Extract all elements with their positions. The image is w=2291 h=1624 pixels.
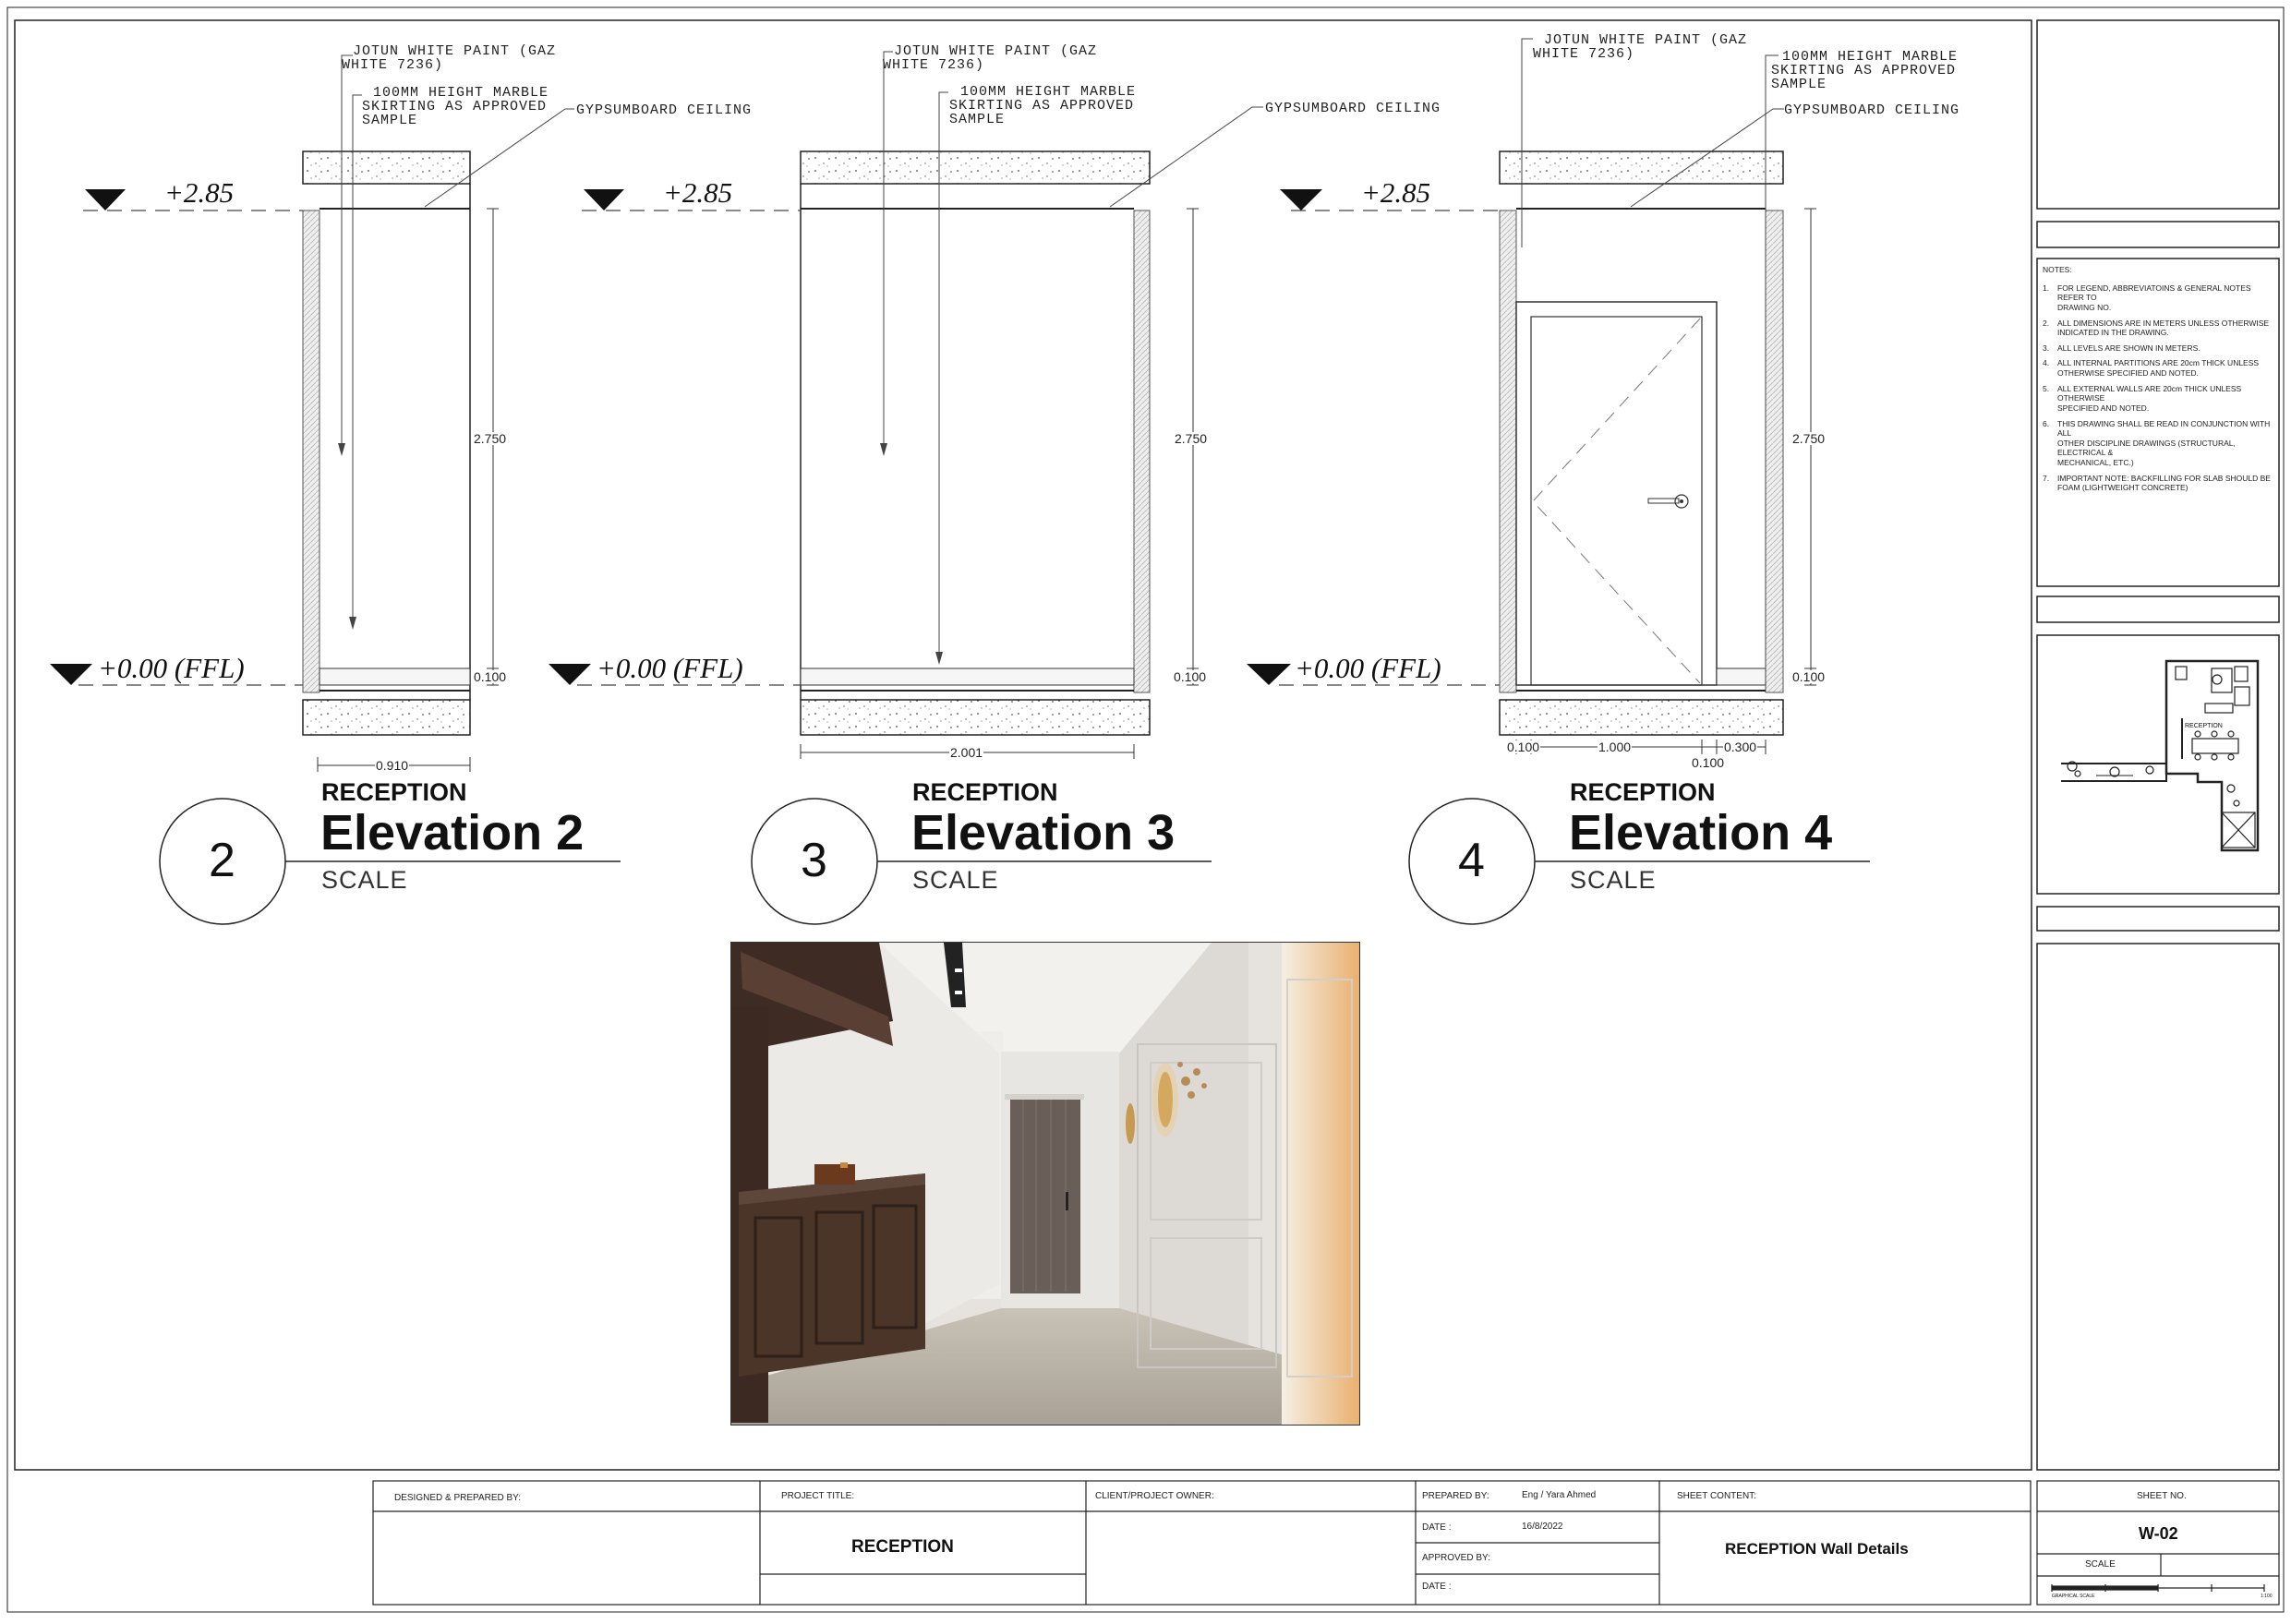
scale-ratio: 1:100 — [2261, 1594, 2273, 1599]
note-line: INDICATED IN THE DRAWING. — [2057, 328, 2169, 338]
elevation-title-3: Elevation 3 — [911, 805, 1176, 860]
paint-note — [1533, 33, 1747, 61]
floor-slab — [1500, 700, 1783, 735]
project-title-label: PROJECT TITLE: — [781, 1491, 855, 1501]
dim-width: 0.910 — [376, 758, 409, 773]
elevation-label-4: RECEPTION — [1570, 778, 1716, 806]
door-handle — [1648, 495, 1688, 508]
level-top: +2.85 — [1361, 176, 1431, 209]
note-number: 5. — [2043, 383, 2050, 393]
note-item — [2043, 384, 2273, 414]
skirting-note-line-1: 100MM HEIGHT MARBLE — [960, 84, 1137, 100]
sheet-content: RECEPTION Wall Details — [1725, 1540, 1909, 1558]
approved-by-label: APPROVED BY: — [1422, 1553, 1490, 1563]
date2-label: DATE : — [1422, 1582, 1452, 1592]
note-line: SPECIFIED AND NOTED. — [2057, 403, 2150, 413]
elevation-number-4: 4 — [1458, 834, 1485, 887]
graphical-scale-label: GRAPHICAL SCALE — [2052, 1594, 2095, 1599]
paint-note-line-1: JOTUN WHITE PAINT (GAZ — [894, 43, 1098, 59]
note-line: IMPORTANT NOTE: BACKFILLING FOR SLAB SHOULD BE — [2057, 473, 2271, 483]
door-frame — [1516, 302, 1717, 685]
reception-render — [730, 942, 1360, 1426]
date-label: DATE : — [1422, 1522, 1452, 1533]
note-text — [2057, 358, 2259, 378]
sheet-content-label: SHEET CONTENT: — [1677, 1491, 1756, 1501]
skirting-note-line-1: 100MM HEIGHT MARBLE — [373, 85, 549, 101]
skirting-note-line-2: SKIRTING AS APPROVED — [949, 98, 1135, 114]
level-top: +2.85 — [663, 176, 733, 209]
general-notes — [2043, 265, 2273, 499]
skirting-note-line-3: SAMPLE — [362, 113, 418, 128]
note-number: 6. — [2043, 418, 2050, 428]
render-scene — [731, 943, 1359, 1425]
key-plan — [2061, 661, 2258, 850]
note-text — [2057, 343, 2201, 354]
note-number: 7. — [2043, 473, 2050, 483]
paint-note-line-1: JOTUN WHITE PAINT (GAZ — [353, 43, 557, 59]
ceiling-note: GYPSUMBOARD CEILING — [576, 102, 753, 118]
dim-return: 0.300 — [1724, 740, 1757, 754]
elevation-number-2: 2 — [209, 834, 235, 887]
ceiling-note: GYPSUMBOARD CEILING — [1265, 101, 1441, 116]
dim-height: 2.750 — [474, 431, 507, 446]
wall-section-left — [1500, 211, 1516, 692]
elevation-scale-4: SCALE — [1570, 866, 1657, 894]
paint-note-line-2: WHITE 7236) — [883, 57, 985, 73]
designed-by-label: DESIGNED & PREPARED BY: — [394, 1493, 522, 1503]
note-line: DRAWING NO. — [2057, 302, 2112, 312]
elevation-title-2: Elevation 2 — [320, 805, 585, 860]
skirting — [320, 668, 470, 685]
dim-right-jamb: 0.100 — [1692, 755, 1725, 770]
sheet-no-label: SHEET NO. — [2137, 1491, 2187, 1501]
skirting-note-line-2: SKIRTING AS APPROVED — [1771, 63, 1957, 78]
note-item — [2043, 343, 2273, 354]
paint-note-line-2: WHITE 7236) — [342, 57, 444, 73]
skirting-note — [949, 85, 1136, 126]
note-text — [2057, 283, 2273, 313]
skirting — [1717, 668, 1766, 685]
level-floor: +0.00 (FFL) — [1295, 652, 1441, 684]
paint-note — [883, 43, 1098, 73]
door-leaf — [1531, 317, 1702, 685]
skirting-note — [362, 86, 549, 127]
dim-skirting: 0.100 — [1792, 669, 1826, 684]
sheet-no: W-02 — [2139, 1524, 2178, 1543]
wall-section-right — [1134, 211, 1150, 692]
note-number: 4. — [2043, 358, 2050, 368]
level-floor: +0.00 (FFL) — [597, 652, 743, 684]
paint-note — [342, 43, 557, 73]
client-label: CLIENT/PROJECT OWNER: — [1095, 1491, 1214, 1501]
note-item — [2043, 474, 2273, 493]
elevation-number-3: 3 — [801, 834, 827, 887]
floor-slab — [303, 700, 470, 735]
note-line: ALL DIMENSIONS ARE IN METERS UNLESS OTHERWISE — [2057, 318, 2270, 328]
notes-list — [2043, 283, 2273, 493]
notes-title: NOTES: — [2043, 265, 2072, 274]
dim-width: 2.001 — [950, 745, 983, 760]
skirting-note — [1771, 50, 1958, 91]
dim-height: 2.750 — [1175, 431, 1208, 446]
wall-section-right — [1766, 211, 1783, 692]
level-top: +2.85 — [164, 176, 235, 209]
key-plan-label: RECEPTION — [2185, 723, 2223, 729]
elevation-label-3: RECEPTION — [912, 778, 1058, 806]
note-line: FOAM (LIGHTWEIGHT CONCRETE) — [2057, 483, 2189, 493]
date-value: 16/8/2022 — [1522, 1522, 1563, 1532]
scale-label: SCALE — [2085, 1559, 2116, 1570]
elevation-scale-3: SCALE — [912, 866, 999, 894]
dim-left-jamb: 0.100 — [1507, 740, 1540, 754]
floor-slab — [801, 700, 1150, 735]
skirting-note-line-3: SAMPLE — [949, 112, 1006, 127]
note-item — [2043, 283, 2273, 313]
elevation-scale-2: SCALE — [321, 866, 408, 894]
skirting — [801, 668, 1134, 685]
title-block-lines — [373, 1481, 2279, 1605]
level-floor: +0.00 (FFL) — [98, 652, 245, 684]
skirting-note-line-2: SKIRTING AS APPROVED — [362, 99, 548, 114]
note-number: 2. — [2043, 318, 2050, 328]
skirting-note-line-3: SAMPLE — [1771, 77, 1827, 92]
note-number: 1. — [2043, 283, 2050, 293]
ceiling-note: GYPSUMBOARD CEILING — [1784, 102, 1960, 118]
note-line: FOR LEGEND, ABBREVIATOINS & GENERAL NOTES REFER TO — [2057, 283, 2251, 303]
note-number: 3. — [2043, 343, 2050, 353]
note-text — [2057, 384, 2273, 414]
note-line: OTHER DISCIPLINE DRAWINGS (STRUCTURAL, ELECTRICAL & — [2057, 438, 2236, 458]
note-item — [2043, 319, 2273, 338]
dim-height: 2.750 — [1792, 431, 1826, 446]
note-text — [2057, 474, 2271, 493]
elevation-title-4: Elevation 4 — [1569, 805, 1833, 860]
paint-note-line-2: WHITE 7236) — [1533, 46, 1635, 62]
note-line: OTHERWISE SPECIFIED AND NOTED. — [2057, 368, 2199, 378]
note-text — [2057, 319, 2269, 338]
project-title: RECEPTION — [851, 1537, 954, 1557]
prepared-by-label: PREPARED BY: — [1422, 1491, 1489, 1501]
ceiling-slab — [801, 151, 1150, 184]
note-text — [2057, 419, 2273, 468]
note-line: ALL LEVELS ARE SHOWN IN METERS. — [2057, 343, 2201, 353]
note-line: ALL INTERNAL PARTITIONS ARE 20cm THICK UNLESS — [2057, 358, 2260, 368]
prepared-by-value: Eng / Yara Ahmed — [1522, 1490, 1597, 1500]
note-line: ALL EXTERNAL WALLS ARE 20cm THICK UNLESS OTHERWISE — [2057, 383, 2242, 403]
note-item — [2043, 419, 2273, 468]
note-item — [2043, 358, 2273, 378]
elevation-4-drawing — [1247, 39, 1816, 754]
paint-note-line-1: JOTUN WHITE PAINT (GAZ — [1544, 32, 1748, 48]
dim-skirting: 0.100 — [1174, 669, 1207, 684]
note-line: THIS DRAWING SHALL BE READ IN CONJUNCTION WITH ALL — [2057, 418, 2271, 439]
ceiling-slab — [303, 151, 470, 184]
wall-section-left — [303, 211, 320, 692]
dim-door: 1.000 — [1598, 740, 1632, 754]
dim-skirting: 0.100 — [474, 669, 507, 684]
skirting-note-line-1: 100MM HEIGHT MARBLE — [1782, 49, 1959, 65]
note-line: MECHANICAL, ETC.) — [2057, 458, 2134, 467]
elevation-label-2: RECEPTION — [321, 778, 467, 806]
ceiling-slab — [1500, 151, 1783, 184]
